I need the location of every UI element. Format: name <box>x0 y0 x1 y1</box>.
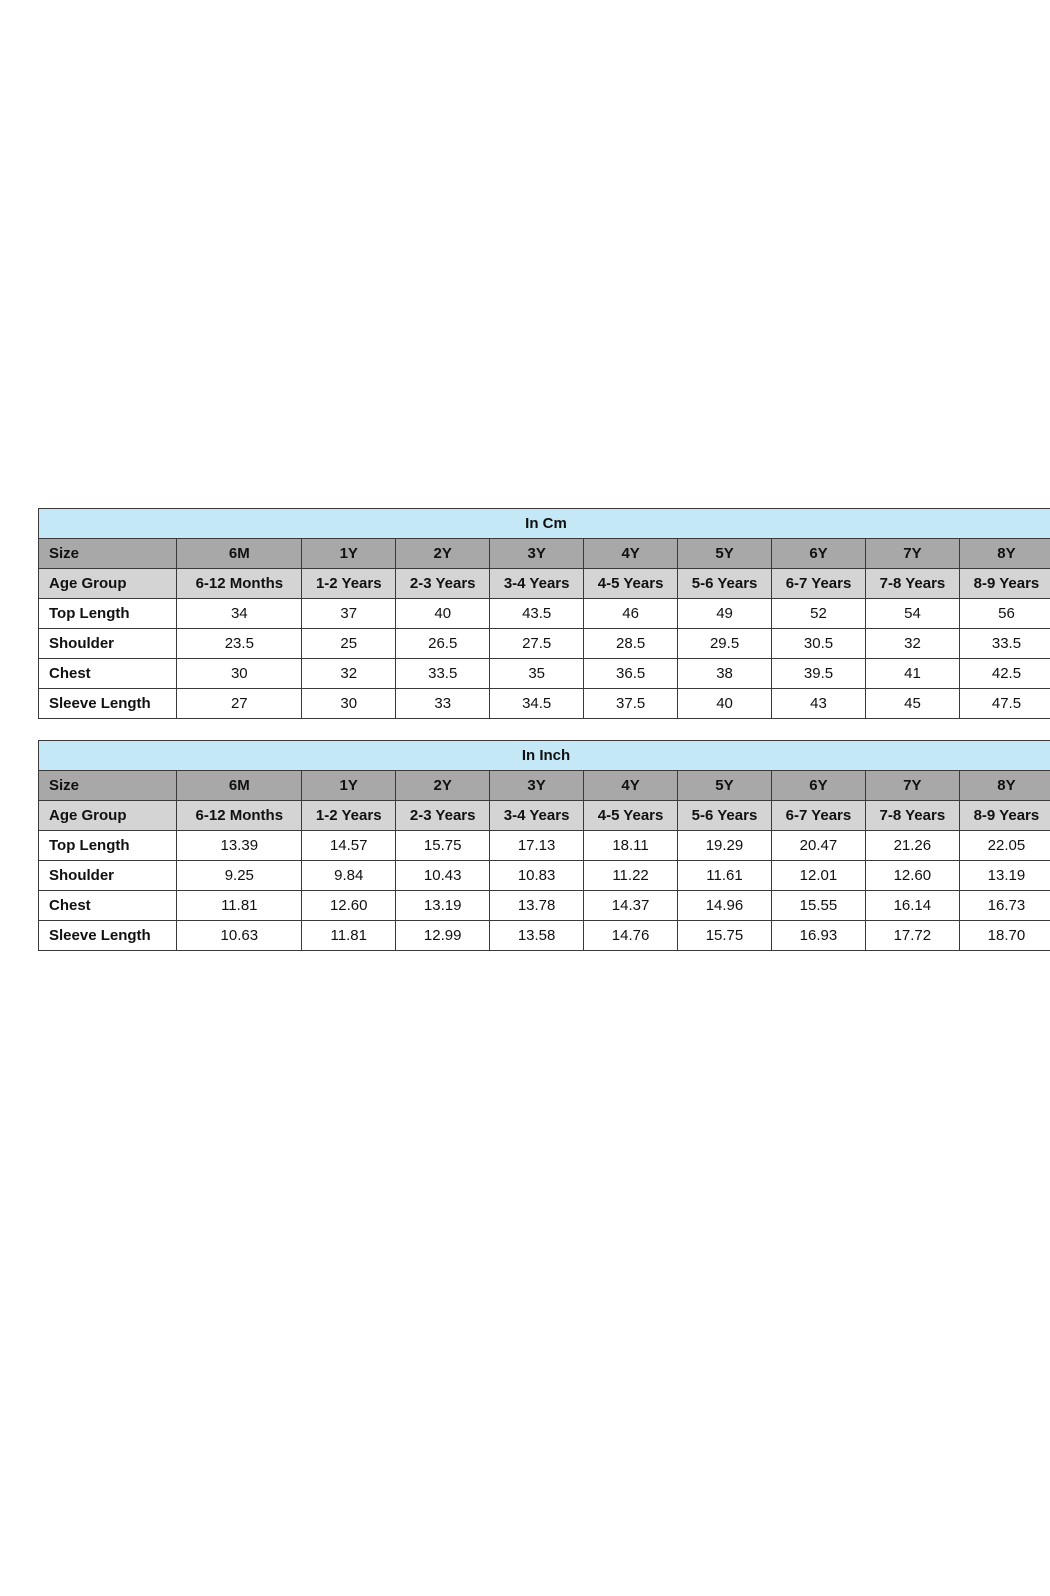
table-title: In Inch <box>39 741 1050 771</box>
measurement-value: 30 <box>177 659 302 689</box>
measurement-value: 9.25 <box>177 861 302 891</box>
measurement-value: 42.5 <box>959 659 1050 689</box>
size-header-cell: 5Y <box>678 771 772 801</box>
age-group-cell: 2-3 Years <box>396 801 490 831</box>
measurement-label: Sleeve Length <box>39 689 177 719</box>
measurement-value: 30 <box>302 689 396 719</box>
measurement-value: 30.5 <box>772 629 866 659</box>
measurement-value: 13.78 <box>490 891 584 921</box>
measurement-value: 14.76 <box>584 921 678 951</box>
measurement-value: 11.81 <box>177 891 302 921</box>
measurement-value: 10.63 <box>177 921 302 951</box>
measurement-value: 32 <box>866 629 960 659</box>
measurement-label: Shoulder <box>39 629 177 659</box>
age-group-cell: 6-12 Months <box>177 801 302 831</box>
size-header-cell: 1Y <box>302 771 396 801</box>
age-group-cell: 6-7 Years <box>771 801 865 831</box>
measurement-value: 43 <box>772 689 866 719</box>
table-title-row <box>39 509 1050 539</box>
age-group-cell: 1-2 Years <box>302 569 396 599</box>
size-header-cell: 8Y <box>959 539 1050 569</box>
table-row <box>39 891 1050 921</box>
table-row <box>39 599 1050 629</box>
measurement-value: 17.13 <box>490 831 584 861</box>
measurement-value: 16.14 <box>865 891 959 921</box>
measurement-value: 32 <box>302 659 396 689</box>
size-header-label: Size <box>39 771 177 801</box>
size-header-cell: 1Y <box>302 539 396 569</box>
measurement-value: 15.75 <box>396 831 490 861</box>
size-chart-cm-table <box>38 508 1050 719</box>
size-header-cell: 6Y <box>771 771 865 801</box>
measurement-value: 39.5 <box>772 659 866 689</box>
measurement-value: 36.5 <box>584 659 678 689</box>
size-header-cell: 4Y <box>584 771 678 801</box>
age-group-cell: 3-4 Years <box>490 569 584 599</box>
measurement-value: 52 <box>772 599 866 629</box>
measurement-value: 21.26 <box>865 831 959 861</box>
measurement-value: 20.47 <box>771 831 865 861</box>
age-group-cell: 3-4 Years <box>490 801 584 831</box>
measurement-value: 11.61 <box>678 861 772 891</box>
measurement-value: 16.93 <box>771 921 865 951</box>
measurement-label: Sleeve Length <box>39 921 177 951</box>
measurement-value: 43.5 <box>490 599 584 629</box>
measurement-value: 56 <box>959 599 1050 629</box>
size-header-label: Size <box>39 539 177 569</box>
measurement-value: 11.81 <box>302 921 396 951</box>
age-group-cell: 2-3 Years <box>396 569 490 599</box>
measurement-value: 40 <box>678 689 772 719</box>
size-header-cell: 3Y <box>490 771 584 801</box>
age-group-cell: 8-9 Years <box>959 801 1050 831</box>
measurement-label: Top Length <box>39 599 177 629</box>
size-header-cell: 3Y <box>490 539 584 569</box>
size-header-cell: 6M <box>177 771 302 801</box>
table-row <box>39 659 1050 689</box>
age-group-cell: 7-8 Years <box>866 569 960 599</box>
measurement-value: 47.5 <box>959 689 1050 719</box>
measurement-label: Chest <box>39 891 177 921</box>
measurement-value: 18.70 <box>959 921 1050 951</box>
measurement-value: 54 <box>866 599 960 629</box>
measurement-value: 14.37 <box>584 891 678 921</box>
measurement-value: 34 <box>177 599 302 629</box>
measurement-value: 33.5 <box>959 629 1050 659</box>
measurement-value: 17.72 <box>865 921 959 951</box>
size-header-cell: 7Y <box>866 539 960 569</box>
age-group-cell: 8-9 Years <box>959 569 1050 599</box>
age-group-cell: 1-2 Years <box>302 801 396 831</box>
table-title: In Cm <box>39 509 1050 539</box>
measurement-value: 15.75 <box>678 921 772 951</box>
table-row <box>39 921 1050 951</box>
measurement-value: 9.84 <box>302 861 396 891</box>
size-header-cell: 2Y <box>396 539 490 569</box>
measurement-value: 37 <box>302 599 396 629</box>
measurement-value: 38 <box>678 659 772 689</box>
measurement-value: 13.58 <box>490 921 584 951</box>
measurement-value: 33.5 <box>396 659 490 689</box>
size-chart-inch-table <box>38 740 1050 951</box>
measurement-value: 22.05 <box>959 831 1050 861</box>
table-title-row <box>39 741 1050 771</box>
age-group-cell: 7-8 Years <box>865 801 959 831</box>
measurement-value: 12.99 <box>396 921 490 951</box>
measurement-value: 25 <box>302 629 396 659</box>
measurement-value: 41 <box>866 659 960 689</box>
measurement-value: 34.5 <box>490 689 584 719</box>
measurement-value: 13.19 <box>959 861 1050 891</box>
size-header-row <box>39 771 1050 801</box>
measurement-value: 12.60 <box>865 861 959 891</box>
size-header-cell: 2Y <box>396 771 490 801</box>
table-row <box>39 831 1050 861</box>
table-row <box>39 689 1050 719</box>
measurement-label: Shoulder <box>39 861 177 891</box>
age-group-row <box>39 801 1050 831</box>
age-group-row <box>39 569 1050 599</box>
age-group-label: Age Group <box>39 801 177 831</box>
measurement-value: 14.57 <box>302 831 396 861</box>
measurement-value: 16.73 <box>959 891 1050 921</box>
size-header-cell: 5Y <box>678 539 772 569</box>
table-row <box>39 629 1050 659</box>
measurement-value: 19.29 <box>678 831 772 861</box>
measurement-value: 18.11 <box>584 831 678 861</box>
measurement-value: 28.5 <box>584 629 678 659</box>
age-group-cell: 6-12 Months <box>177 569 302 599</box>
measurement-value: 33 <box>396 689 490 719</box>
age-group-cell: 6-7 Years <box>772 569 866 599</box>
measurement-value: 26.5 <box>396 629 490 659</box>
measurement-value: 10.83 <box>490 861 584 891</box>
table-row <box>39 861 1050 891</box>
measurement-value: 23.5 <box>177 629 302 659</box>
size-header-cell: 6Y <box>772 539 866 569</box>
measurement-value: 40 <box>396 599 490 629</box>
size-header-cell: 4Y <box>584 539 678 569</box>
measurement-value: 12.60 <box>302 891 396 921</box>
measurement-value: 12.01 <box>771 861 865 891</box>
age-group-cell: 5-6 Years <box>678 801 772 831</box>
age-group-cell: 4-5 Years <box>584 801 678 831</box>
measurement-value: 29.5 <box>678 629 772 659</box>
measurement-value: 10.43 <box>396 861 490 891</box>
age-group-cell: 5-6 Years <box>678 569 772 599</box>
measurement-value: 13.39 <box>177 831 302 861</box>
measurement-label: Top Length <box>39 831 177 861</box>
age-group-label: Age Group <box>39 569 177 599</box>
size-header-cell: 7Y <box>865 771 959 801</box>
measurement-value: 27 <box>177 689 302 719</box>
measurement-value: 11.22 <box>584 861 678 891</box>
size-header-row <box>39 539 1050 569</box>
measurement-value: 45 <box>866 689 960 719</box>
measurement-value: 15.55 <box>771 891 865 921</box>
measurement-value: 37.5 <box>584 689 678 719</box>
measurement-value: 13.19 <box>396 891 490 921</box>
measurement-value: 14.96 <box>678 891 772 921</box>
measurement-value: 49 <box>678 599 772 629</box>
age-group-cell: 4-5 Years <box>584 569 678 599</box>
measurement-label: Chest <box>39 659 177 689</box>
size-header-cell: 8Y <box>959 771 1050 801</box>
size-header-cell: 6M <box>177 539 302 569</box>
measurement-value: 35 <box>490 659 584 689</box>
measurement-value: 27.5 <box>490 629 584 659</box>
measurement-value: 46 <box>584 599 678 629</box>
